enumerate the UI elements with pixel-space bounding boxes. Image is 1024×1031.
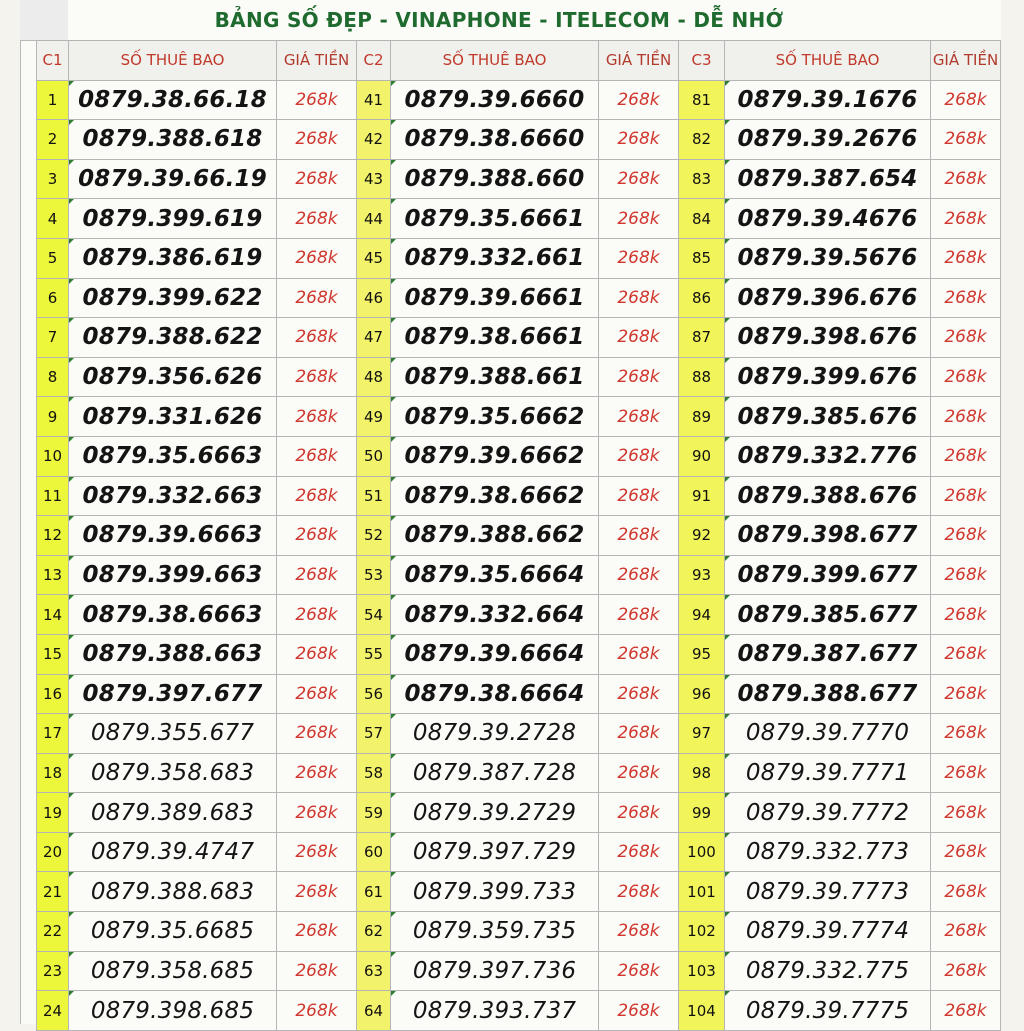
price-cell[interactable]: 268k	[277, 634, 357, 674]
price-cell[interactable]: 268k	[277, 318, 357, 358]
price-cell[interactable]: 268k	[599, 199, 679, 239]
price-cell[interactable]: 268k	[277, 476, 357, 516]
phone-number-cell[interactable]: 0879.39.6661	[391, 278, 599, 318]
row-index-c3[interactable]: 87	[679, 318, 725, 358]
phone-number-cell[interactable]: 0879.38.66.18	[69, 80, 277, 120]
row-index-c2[interactable]: 61	[357, 872, 391, 912]
row-index-c1[interactable]: 11	[37, 476, 69, 516]
price-cell[interactable]: 268k	[931, 793, 1001, 833]
price-cell[interactable]: 268k	[599, 832, 679, 872]
price-cell[interactable]: 268k	[931, 991, 1001, 1031]
row-index-c2[interactable]: 45	[357, 238, 391, 278]
row-index-c3[interactable]: 104	[679, 991, 725, 1031]
price-cell[interactable]: 268k	[277, 753, 357, 793]
price-cell[interactable]: 268k	[931, 753, 1001, 793]
phone-number-cell[interactable]: 0879.399.622	[69, 278, 277, 318]
row-index-c3[interactable]: 84	[679, 199, 725, 239]
row-index-c1[interactable]: 8	[37, 357, 69, 397]
price-cell[interactable]: 268k	[931, 278, 1001, 318]
price-cell[interactable]: 268k	[277, 436, 357, 476]
group-header-c3[interactable]: C3	[679, 41, 725, 81]
price-cell[interactable]: 268k	[931, 159, 1001, 199]
phone-number-cell[interactable]: 0879.399.733	[391, 872, 599, 912]
price-cell[interactable]: 268k	[599, 436, 679, 476]
price-cell[interactable]: 268k	[277, 159, 357, 199]
price-cell[interactable]: 268k	[599, 912, 679, 952]
price-cell[interactable]: 268k	[599, 318, 679, 358]
phone-number-cell[interactable]: 0879.399.619	[69, 199, 277, 239]
group-header-c1[interactable]: C1	[37, 41, 69, 81]
page-title: BẢNG SỐ ĐẸP - VINAPHONE - ITELECOM - DỄ NHỚ	[214, 8, 784, 32]
row-index-c3[interactable]: 83	[679, 159, 725, 199]
price-header[interactable]: GIÁ TIỀN	[931, 41, 1001, 81]
phone-number-cell[interactable]: 0879.39.4747	[69, 832, 277, 872]
phone-number-cell[interactable]: 0879.39.6660	[391, 80, 599, 120]
phone-number-cell[interactable]: 0879.385.676	[725, 397, 931, 437]
phone-number-cell[interactable]: 0879.388.663	[69, 634, 277, 674]
phone-number-cell[interactable]: 0879.39.6664	[391, 634, 599, 674]
phone-number-cell[interactable]: 0879.331.626	[69, 397, 277, 437]
row-index-c2[interactable]: 60	[357, 832, 391, 872]
row-index-c1[interactable]: 20	[37, 832, 69, 872]
table-row	[37, 199, 1001, 239]
price-cell[interactable]: 268k	[277, 912, 357, 952]
row-index-c1[interactable]: 9	[37, 397, 69, 437]
price-cell[interactable]: 268k	[599, 476, 679, 516]
phone-number-cell[interactable]: 0879.399.663	[69, 555, 277, 595]
row-index-c3[interactable]: 96	[679, 674, 725, 714]
row-index-c2[interactable]: 46	[357, 278, 391, 318]
table-row	[37, 872, 1001, 912]
price-cell[interactable]: 268k	[931, 199, 1001, 239]
row-index-c1[interactable]: 21	[37, 872, 69, 912]
phone-number-cell[interactable]: 0879.388.661	[391, 357, 599, 397]
row-index-c2[interactable]: 56	[357, 674, 391, 714]
price-cell[interactable]: 268k	[599, 80, 679, 120]
row-index-c2[interactable]: 57	[357, 714, 391, 754]
row-index-c1[interactable]: 13	[37, 555, 69, 595]
price-cell[interactable]: 268k	[931, 476, 1001, 516]
row-index-c2[interactable]: 54	[357, 595, 391, 635]
phone-number-cell[interactable]: 0879.35.6661	[391, 199, 599, 239]
price-cell[interactable]: 268k	[931, 238, 1001, 278]
row-index-c1[interactable]: 12	[37, 516, 69, 556]
row-header-corner	[20, 0, 69, 41]
phone-number-cell[interactable]: 0879.35.6664	[391, 555, 599, 595]
price-cell[interactable]: 268k	[931, 634, 1001, 674]
phone-number-cell[interactable]: 0879.387.654	[725, 159, 931, 199]
row-index-c2[interactable]: 63	[357, 951, 391, 991]
phone-number-cell[interactable]: 0879.39.2728	[391, 714, 599, 754]
row-index-c2[interactable]: 55	[357, 634, 391, 674]
phone-number-table	[36, 40, 1001, 1031]
row-index-c2[interactable]: 58	[357, 753, 391, 793]
row-index-c1[interactable]: 23	[37, 951, 69, 991]
price-cell[interactable]: 268k	[277, 555, 357, 595]
table-row	[37, 80, 1001, 120]
group-header-c2[interactable]: C2	[357, 41, 391, 81]
phone-number-cell[interactable]: 0879.39.4676	[725, 199, 931, 239]
phone-number-cell[interactable]: 0879.386.619	[69, 238, 277, 278]
row-index-c3[interactable]: 102	[679, 912, 725, 952]
phone-number-cell[interactable]: 0879.388.660	[391, 159, 599, 199]
phone-number-cell[interactable]: 0879.39.6663	[69, 516, 277, 556]
price-cell[interactable]: 268k	[599, 872, 679, 912]
phone-number-cell[interactable]: 0879.39.7774	[725, 912, 931, 952]
row-index-c1[interactable]: 14	[37, 595, 69, 635]
row-index-c3[interactable]: 88	[679, 357, 725, 397]
table-row	[37, 912, 1001, 952]
row-index-c1[interactable]: 3	[37, 159, 69, 199]
price-cell[interactable]: 268k	[599, 674, 679, 714]
price-cell[interactable]: 268k	[277, 357, 357, 397]
price-cell[interactable]: 268k	[277, 516, 357, 556]
table-row	[37, 951, 1001, 991]
table-row	[37, 238, 1001, 278]
number-header[interactable]: SỐ THUÊ BAO	[725, 41, 931, 81]
table-row	[37, 991, 1001, 1031]
phone-number-cell[interactable]: 0879.38.6664	[391, 674, 599, 714]
row-index-c3[interactable]: 81	[679, 80, 725, 120]
price-cell[interactable]: 268k	[931, 436, 1001, 476]
phone-number-cell[interactable]: 0879.388.676	[725, 476, 931, 516]
phone-number-cell[interactable]: 0879.398.676	[725, 318, 931, 358]
row-index-c2[interactable]: 49	[357, 397, 391, 437]
row-index-c2[interactable]: 47	[357, 318, 391, 358]
phone-number-cell[interactable]: 0879.39.66.19	[69, 159, 277, 199]
phone-number-cell[interactable]: 0879.39.7772	[725, 793, 931, 833]
row-index-c1[interactable]: 22	[37, 912, 69, 952]
phone-number-cell[interactable]: 0879.39.7771	[725, 753, 931, 793]
price-cell[interactable]: 268k	[599, 397, 679, 437]
phone-number-cell[interactable]: 0879.38.6662	[391, 476, 599, 516]
row-index-c1[interactable]: 10	[37, 436, 69, 476]
price-cell[interactable]: 268k	[277, 278, 357, 318]
phone-number-cell[interactable]: 0879.39.6662	[391, 436, 599, 476]
phone-number-cell[interactable]: 0879.39.5676	[725, 238, 931, 278]
row-index-c2[interactable]: 43	[357, 159, 391, 199]
phone-number-cell[interactable]: 0879.38.6663	[69, 595, 277, 635]
price-cell[interactable]: 268k	[277, 714, 357, 754]
number-header[interactable]: SỐ THUÊ BAO	[69, 41, 277, 81]
row-index-c1[interactable]: 18	[37, 753, 69, 793]
price-cell[interactable]: 268k	[277, 397, 357, 437]
row-index-c3[interactable]: 95	[679, 634, 725, 674]
row-index-c3[interactable]: 98	[679, 753, 725, 793]
table-row	[37, 516, 1001, 556]
price-cell[interactable]: 268k	[931, 555, 1001, 595]
row-index-c3[interactable]: 86	[679, 278, 725, 318]
row-index-c2[interactable]: 41	[357, 80, 391, 120]
row-index-c2[interactable]: 52	[357, 516, 391, 556]
row-index-c1[interactable]: 4	[37, 199, 69, 239]
phone-number-cell[interactable]: 0879.35.6685	[69, 912, 277, 952]
phone-number-cell[interactable]: 0879.35.6662	[391, 397, 599, 437]
phone-number-cell[interactable]: 0879.39.7773	[725, 872, 931, 912]
table-row	[37, 397, 1001, 437]
row-index-c1[interactable]: 2	[37, 120, 69, 160]
table-row	[37, 793, 1001, 833]
phone-number-cell[interactable]: 0879.399.677	[725, 555, 931, 595]
row-index-c1[interactable]: 7	[37, 318, 69, 358]
price-cell[interactable]: 268k	[931, 80, 1001, 120]
row-index-c3[interactable]: 97	[679, 714, 725, 754]
phone-number-cell[interactable]: 0879.355.677	[69, 714, 277, 754]
price-cell[interactable]: 268k	[277, 872, 357, 912]
table-row	[37, 278, 1001, 318]
phone-number-cell[interactable]: 0879.396.676	[725, 278, 931, 318]
table-row	[37, 595, 1001, 635]
phone-number-cell[interactable]: 0879.397.677	[69, 674, 277, 714]
price-cell[interactable]: 268k	[599, 555, 679, 595]
price-cell[interactable]: 268k	[277, 199, 357, 239]
row-index-c1[interactable]: 15	[37, 634, 69, 674]
price-cell[interactable]: 268k	[931, 951, 1001, 991]
row-index-c2[interactable]: 42	[357, 120, 391, 160]
phone-number-cell[interactable]: 0879.389.683	[69, 793, 277, 833]
price-cell[interactable]: 268k	[931, 912, 1001, 952]
price-cell[interactable]: 268k	[931, 318, 1001, 358]
price-cell[interactable]: 268k	[599, 634, 679, 674]
price-cell[interactable]: 268k	[931, 674, 1001, 714]
phone-number-cell[interactable]: 0879.359.735	[391, 912, 599, 952]
row-index-c3[interactable]: 103	[679, 951, 725, 991]
row-index-c3[interactable]: 82	[679, 120, 725, 160]
price-cell[interactable]: 268k	[599, 595, 679, 635]
price-cell[interactable]: 268k	[599, 278, 679, 318]
table-row	[37, 476, 1001, 516]
phone-number-cell[interactable]: 0879.38.6660	[391, 120, 599, 160]
price-cell[interactable]: 268k	[277, 120, 357, 160]
row-index-c1[interactable]: 6	[37, 278, 69, 318]
table-row	[37, 318, 1001, 358]
phone-number-cell[interactable]: 0879.397.729	[391, 832, 599, 872]
phone-number-cell[interactable]: 0879.387.728	[391, 753, 599, 793]
phone-number-cell[interactable]: 0879.38.6661	[391, 318, 599, 358]
row-index-c2[interactable]: 53	[357, 555, 391, 595]
price-cell[interactable]: 268k	[277, 793, 357, 833]
phone-number-cell[interactable]: 0879.399.676	[725, 357, 931, 397]
phone-number-cell[interactable]: 0879.332.661	[391, 238, 599, 278]
table-row	[37, 555, 1001, 595]
price-cell[interactable]: 268k	[599, 238, 679, 278]
price-cell[interactable]: 268k	[277, 991, 357, 1031]
table-row	[37, 753, 1001, 793]
row-index-c2[interactable]: 64	[357, 991, 391, 1031]
phone-number-cell[interactable]: 0879.393.737	[391, 991, 599, 1031]
price-cell[interactable]: 268k	[599, 793, 679, 833]
phone-number-cell[interactable]: 0879.39.1676	[725, 80, 931, 120]
phone-number-cell[interactable]: 0879.39.7770	[725, 714, 931, 754]
table-row	[37, 714, 1001, 754]
price-cell[interactable]: 268k	[277, 80, 357, 120]
price-cell[interactable]: 268k	[931, 516, 1001, 556]
price-cell[interactable]: 268k	[599, 516, 679, 556]
price-cell[interactable]: 268k	[931, 595, 1001, 635]
phone-number-cell[interactable]: 0879.332.775	[725, 951, 931, 991]
title-cell[interactable]	[68, 0, 1000, 41]
phone-number-cell[interactable]: 0879.358.683	[69, 753, 277, 793]
header-row	[37, 41, 1001, 81]
phone-number-cell[interactable]: 0879.332.773	[725, 832, 931, 872]
row-index-c1[interactable]: 19	[37, 793, 69, 833]
phone-number-cell[interactable]: 0879.388.662	[391, 516, 599, 556]
row-index-c3[interactable]: 85	[679, 238, 725, 278]
phone-number-cell[interactable]: 0879.39.7775	[725, 991, 931, 1031]
price-cell[interactable]: 268k	[931, 397, 1001, 437]
phone-number-cell[interactable]: 0879.387.677	[725, 634, 931, 674]
row-index-c1[interactable]: 5	[37, 238, 69, 278]
phone-number-cell[interactable]: 0879.398.677	[725, 516, 931, 556]
price-cell[interactable]: 268k	[931, 872, 1001, 912]
phone-number-cell[interactable]: 0879.39.2676	[725, 120, 931, 160]
price-cell[interactable]: 268k	[931, 714, 1001, 754]
price-cell[interactable]: 268k	[277, 238, 357, 278]
row-index-c3[interactable]: 94	[679, 595, 725, 635]
table-row	[37, 357, 1001, 397]
price-cell[interactable]: 268k	[931, 120, 1001, 160]
row-index-c2[interactable]: 62	[357, 912, 391, 952]
price-cell[interactable]: 268k	[277, 674, 357, 714]
row-index-c3[interactable]: 89	[679, 397, 725, 437]
table-row	[37, 832, 1001, 872]
row-index-c1[interactable]: 16	[37, 674, 69, 714]
price-cell[interactable]: 268k	[277, 595, 357, 635]
table-row	[37, 120, 1001, 160]
phone-number-cell[interactable]: 0879.388.677	[725, 674, 931, 714]
row-index-c3[interactable]: 92	[679, 516, 725, 556]
phone-number-cell[interactable]: 0879.388.618	[69, 120, 277, 160]
phone-number-cell[interactable]: 0879.332.664	[391, 595, 599, 635]
table-row	[37, 436, 1001, 476]
row-index-c3[interactable]: 91	[679, 476, 725, 516]
price-header[interactable]: GIÁ TIỀN	[277, 41, 357, 81]
phone-number-cell[interactable]: 0879.35.6663	[69, 436, 277, 476]
price-cell[interactable]: 268k	[599, 991, 679, 1031]
price-cell[interactable]: 268k	[599, 357, 679, 397]
price-cell[interactable]: 268k	[599, 951, 679, 991]
price-header[interactable]: GIÁ TIỀN	[599, 41, 679, 81]
row-index-c3[interactable]: 99	[679, 793, 725, 833]
table-row	[37, 159, 1001, 199]
row-index-c3[interactable]: 90	[679, 436, 725, 476]
row-index-c3[interactable]: 101	[679, 872, 725, 912]
table-row	[37, 674, 1001, 714]
price-cell[interactable]: 268k	[599, 159, 679, 199]
phone-number-cell[interactable]: 0879.358.685	[69, 951, 277, 991]
phone-number-cell[interactable]: 0879.332.776	[725, 436, 931, 476]
row-index-c3[interactable]: 93	[679, 555, 725, 595]
phone-number-cell[interactable]: 0879.332.663	[69, 476, 277, 516]
price-cell[interactable]: 268k	[277, 951, 357, 991]
row-index-c2[interactable]: 51	[357, 476, 391, 516]
price-cell[interactable]: 268k	[277, 832, 357, 872]
phone-number-cell[interactable]: 0879.388.622	[69, 318, 277, 358]
number-header[interactable]: SỐ THUÊ BAO	[391, 41, 599, 81]
phone-number-cell[interactable]: 0879.39.2729	[391, 793, 599, 833]
row-index-c2[interactable]: 50	[357, 436, 391, 476]
row-index-c1[interactable]: 17	[37, 714, 69, 754]
row-index-c2[interactable]: 44	[357, 199, 391, 239]
phone-number-cell[interactable]: 0879.397.736	[391, 951, 599, 991]
row-index-c1[interactable]: 24	[37, 991, 69, 1031]
phone-number-cell[interactable]: 0879.385.677	[725, 595, 931, 635]
table-row	[37, 634, 1001, 674]
price-cell[interactable]: 268k	[931, 357, 1001, 397]
phone-number-cell[interactable]: 0879.398.685	[69, 991, 277, 1031]
price-cell[interactable]: 268k	[599, 120, 679, 160]
phone-number-cell[interactable]: 0879.356.626	[69, 357, 277, 397]
row-index-c1[interactable]: 1	[37, 80, 69, 120]
row-index-c2[interactable]: 59	[357, 793, 391, 833]
price-cell[interactable]: 268k	[599, 753, 679, 793]
price-cell[interactable]: 268k	[599, 714, 679, 754]
phone-number-cell[interactable]: 0879.388.683	[69, 872, 277, 912]
row-index-c3[interactable]: 100	[679, 832, 725, 872]
row-index-c2[interactable]: 48	[357, 357, 391, 397]
price-cell[interactable]: 268k	[931, 832, 1001, 872]
